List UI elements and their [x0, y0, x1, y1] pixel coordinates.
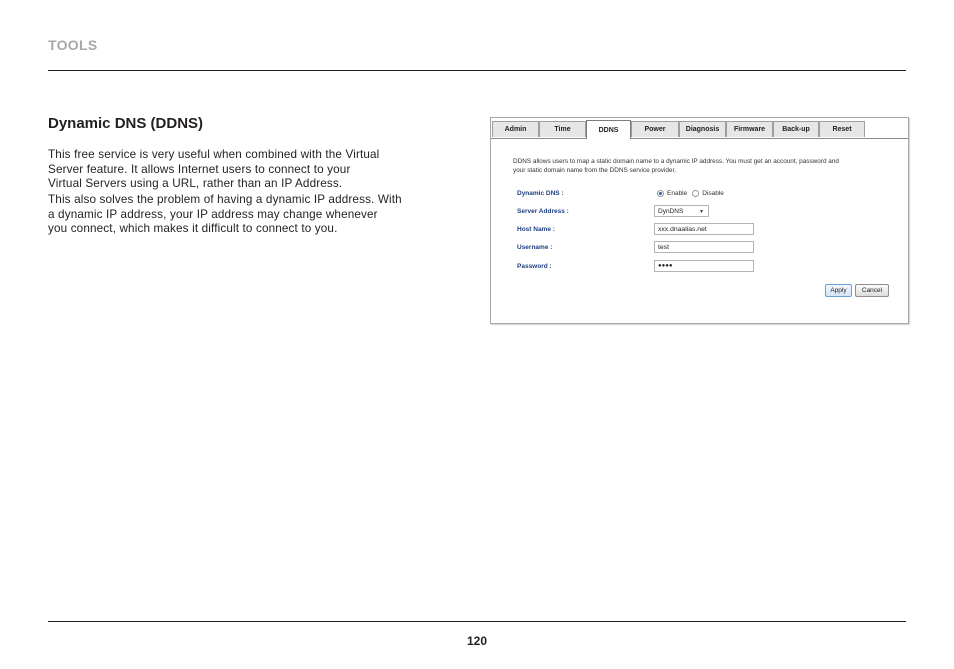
- server-address-value: DynDNS: [658, 208, 684, 215]
- password-label: Password :: [517, 263, 552, 270]
- tab-bar: [491, 121, 908, 139]
- tab-reset[interactable]: Reset: [819, 121, 865, 137]
- tab-firmware[interactable]: Firmware: [726, 121, 773, 137]
- paragraph-1-line: Virtual Servers using a URL, rather than an IP Address.: [48, 177, 343, 191]
- server-address-select[interactable]: [654, 205, 709, 217]
- tab-diagnosis[interactable]: Diagnosis: [679, 121, 726, 137]
- chevron-down-icon: ▼: [699, 209, 704, 215]
- paragraph-2-line: you connect, which makes it difficult to connect to you.: [48, 222, 338, 236]
- username-label: Username :: [517, 244, 553, 251]
- cancel-button[interactable]: Cancel: [855, 284, 889, 297]
- paragraph-2-line: This also solves the problem of having a dynamic IP address. With: [48, 193, 402, 206]
- tab-ddns[interactable]: DDNS: [586, 120, 631, 139]
- disable-radio-label: Disable: [702, 190, 724, 197]
- server-address-label: Server Address :: [517, 208, 569, 215]
- host-name-label: Host Name :: [517, 226, 555, 233]
- page-number: 120: [466, 634, 488, 648]
- paragraph-2: [48, 193, 448, 237]
- tab-backup[interactable]: Back-up: [773, 121, 819, 137]
- page-heading: Dynamic DNS (DDNS): [48, 115, 204, 132]
- ddns-description: [513, 158, 883, 175]
- ddns-settings-screenshot: [490, 117, 909, 324]
- enable-radio-label: Enable: [667, 190, 688, 197]
- header-divider: [48, 70, 906, 71]
- username-input[interactable]: test: [654, 241, 754, 253]
- host-name-input[interactable]: xxx.dnaalias.net: [654, 223, 754, 235]
- footer-divider: [48, 621, 906, 622]
- apply-button[interactable]: Apply: [825, 284, 852, 297]
- paragraph-2-line: a dynamic IP address, your IP address may change whenever: [48, 207, 378, 221]
- disable-radio[interactable]: [692, 190, 699, 197]
- section-label: TOOLS: [48, 37, 98, 53]
- tab-power[interactable]: Power: [631, 121, 679, 137]
- dynamic-dns-radio-group: [657, 190, 729, 197]
- password-input[interactable]: ●●●●: [654, 260, 754, 272]
- tab-time[interactable]: Time: [539, 121, 586, 137]
- paragraph-1-line: Server feature. It allows Internet users to connect to your: [48, 162, 351, 176]
- paragraph-1: [48, 148, 448, 192]
- ddns-description-line: your static domain name from the DDNS service provider.: [513, 166, 677, 174]
- paragraph-1-line: This free service is very useful when combined with the Virtual: [48, 148, 380, 161]
- ddns-description-line: DDNS allows users to map a static domain name to a dynamic IP address. You must get an account, password and: [513, 158, 839, 165]
- tab-admin[interactable]: Admin: [492, 121, 539, 137]
- enable-radio[interactable]: [657, 190, 664, 197]
- dynamic-dns-label: Dynamic DNS :: [517, 190, 564, 197]
